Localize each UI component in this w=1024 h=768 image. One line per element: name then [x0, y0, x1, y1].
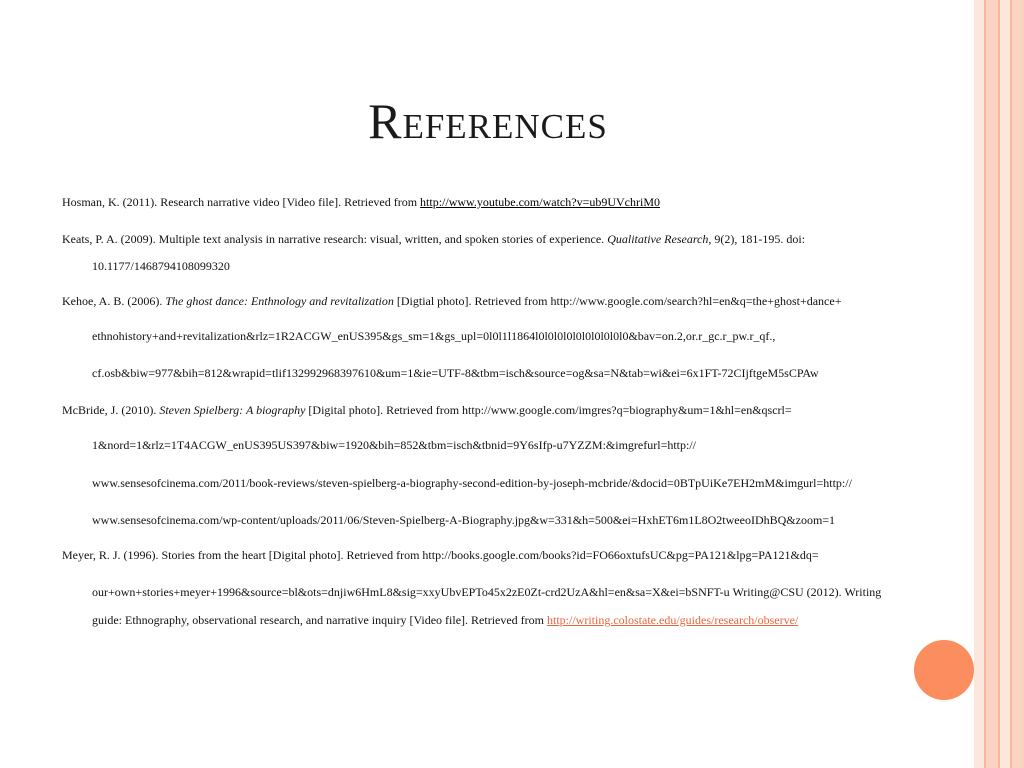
reference-text: guide: Ethnography, observational research, and narrative inquiry [Video file]. Retrieved from — [92, 613, 548, 627]
stripe-peach — [986, 0, 998, 768]
slide-title: References — [368, 93, 608, 149]
reference-text: Hosman, K. (2011). Research narrative video [Video file]. Retrieved from — [62, 195, 421, 209]
reference-meyer: Meyer, R. J. (1996). Stories from the heart [Digital photo]. Retrieved from http://books.google.com/books?id=FO66oxtufsUC&pg=PA121&lpg=PA121&dq= — [62, 548, 819, 562]
reference-text: [Digital photo]. Retrieved from http://www.google.com/imgres?q=biography&um=1&hl=en&qscrl= — [305, 403, 792, 417]
reference-kehoe-cont: ethnohistory+and+revitalization&rlz=1R2ACGW_enUS395&gs_sm=1&gs_upl=0l0l1l1864l0l0l0l0l0l0l0l0l0l0&bav=on.2,or.r_gc.r_pw.r_qf., — [92, 329, 776, 343]
reference-text: [Digtial photo]. Retrieved from http://www.google.com/search?hl=en&q=the+ghost+dance+ — [393, 294, 842, 308]
reference-journal-title: Qualitative Research — [607, 232, 709, 246]
reference-kehoe-cont: cf.osb&biw=977&bih=812&wrapid=tlif132992968397610&um=1&ie=UTF-8&tbm=isch&source=og&sa=N&tab=wi&ei=6x1FT-72CIjftgeM5sCPAw — [92, 366, 819, 380]
reference-meyer-cont: our+own+stories+meyer+1996&source=bl&ots=dnjiw6HmL8&sig=xxyUbvEPTo45x2zE0Zt-crd2UzA&hl=en&sa=X&ei=bSNFT-u Writing@CSU (2012). Writing — [92, 585, 882, 599]
reference-link[interactable]: http://www.youtube.com/watch?v=ub9UVchriM0 — [420, 195, 660, 209]
reference-keats — [62, 229, 805, 249]
reference-work-title: Steven Spielberg: A biography — [159, 403, 306, 417]
reference-mcbride-cont: www.sensesofcinema.com/wp-content/uploads/2011/06/Steven-Spielberg-A-Biography.jpg&w=331&h=500&ei=HxhET6m1L8O2tweeoIDhBQ&zoom=1 — [92, 513, 836, 527]
reference-work-title: The ghost dance: Enthnology and revitalization — [165, 294, 394, 308]
reference-link[interactable]: http://writing.colostate.edu/guides/research/observe/ — [547, 613, 799, 627]
reference-keats-doi: 10.1177/1468794108099320 — [92, 259, 230, 273]
reference-hosman — [62, 192, 660, 212]
reference-writing-csu — [92, 610, 798, 630]
reference-kehoe — [62, 291, 841, 311]
reference-text: Kehoe, A. B. (2006). — [62, 294, 166, 308]
reference-text: , 9(2), 181-195. doi: — [708, 232, 806, 246]
stripe-peach — [1012, 0, 1024, 768]
decorative-circle — [914, 640, 974, 700]
reference-text: Keats, P. A. (2009). Multiple text analysis in narrative research: visual, written, and spoken stories of experience. — [62, 232, 608, 246]
reference-text: McBride, J. (2010). — [62, 403, 160, 417]
reference-mcbride-cont: www.sensesofcinema.com/2011/book-reviews/steven-spielberg-a-biography-second-edition-by-joseph-mcbride/&docid=0BTpUiKe7EH2mM&imgurl=http:// — [92, 476, 852, 490]
decorative-stripes — [974, 0, 1024, 768]
reference-mcbride — [62, 400, 792, 420]
stripe-light — [1000, 0, 1010, 768]
reference-mcbride-cont: 1&nord=1&rlz=1T4ACGW_enUS395US397&biw=1920&bih=852&tbm=isch&tbnid=9Y6sIfp-u7YZZM:&imgrefurl=http:// — [92, 438, 697, 452]
